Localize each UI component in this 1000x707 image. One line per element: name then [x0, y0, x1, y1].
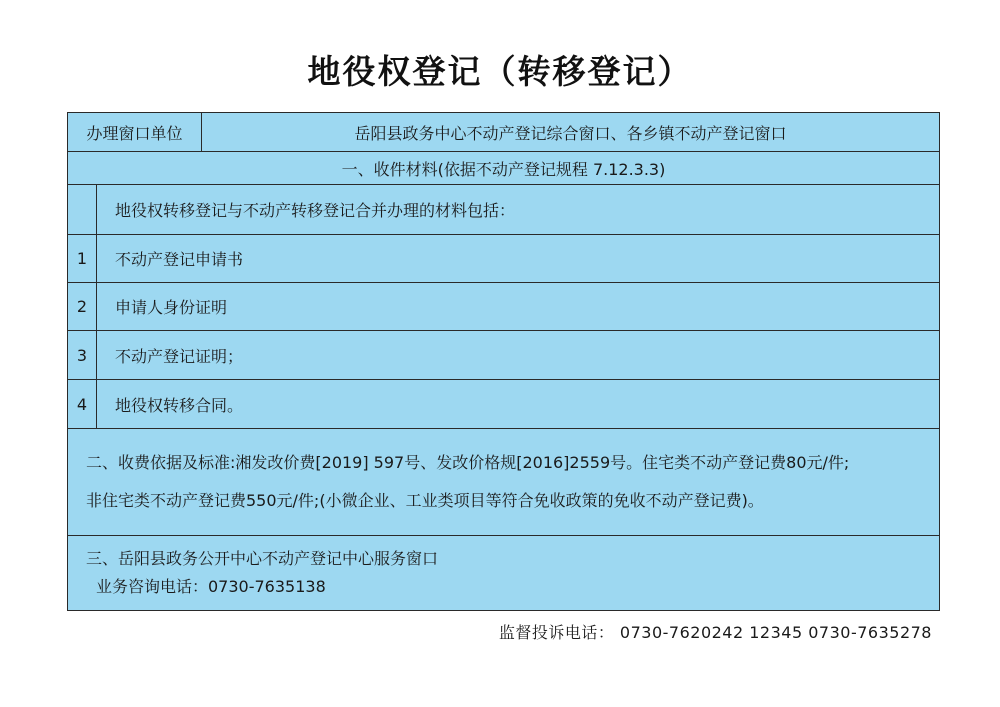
- item-text: 不动产登记申请书: [115, 250, 244, 269]
- list-item: [68, 331, 939, 380]
- service-line-1: 三、岳阳县政务公开中心不动产登记中心服务窗口: [86, 548, 439, 568]
- complaint-phone: 监督投诉电话： 0730-7620242 12345 0730-7635278: [498, 623, 932, 642]
- item-text: 地役权转移合同。: [115, 395, 244, 415]
- service-row: [68, 536, 939, 609]
- fees-line-2: 非住宅类不动产登记费550元/件;(小微企业、工业类项目等符合免收政策的免收不动产登记费)。: [86, 491, 764, 510]
- materials-intro-row: [68, 185, 939, 235]
- item-text: 申请人身份证明: [115, 298, 228, 317]
- window-unit-value: 岳阳县政务中心不动产登记综合窗口、各乡镇不动产登记窗口: [354, 123, 787, 143]
- consult-phone: 业务咨询电话：0730-7635138: [96, 576, 326, 596]
- materials-header: 一、收件材料(依据不动产登记规程 7.12.3.3): [341, 159, 666, 179]
- item-number: 4: [68, 380, 97, 428]
- materials-intro: 地役权转移登记与不动产转移登记合并办理的材料包括：: [115, 201, 516, 220]
- list-item: [68, 235, 939, 283]
- fees-row: [68, 429, 939, 536]
- list-item: [68, 283, 939, 331]
- item-text: 不动产登记证明；: [115, 346, 244, 366]
- list-item: [68, 380, 939, 429]
- intro-num-cell: [68, 185, 97, 234]
- fees-line-1: 二、收费依据及标准:湘发改价费[2019] 597号、发改价格规[2016]2559号。住宅类不动产登记费80元/件;: [86, 453, 850, 472]
- item-number: 3: [68, 331, 97, 379]
- item-number: 1: [68, 235, 97, 282]
- page-title: 地役权登记（转移登记）: [307, 52, 693, 91]
- window-unit-label: 办理窗口单位: [68, 113, 202, 151]
- window-unit-row: [68, 113, 939, 152]
- materials-header-row: [68, 152, 939, 185]
- item-number: 2: [68, 283, 97, 330]
- info-table: [67, 112, 940, 611]
